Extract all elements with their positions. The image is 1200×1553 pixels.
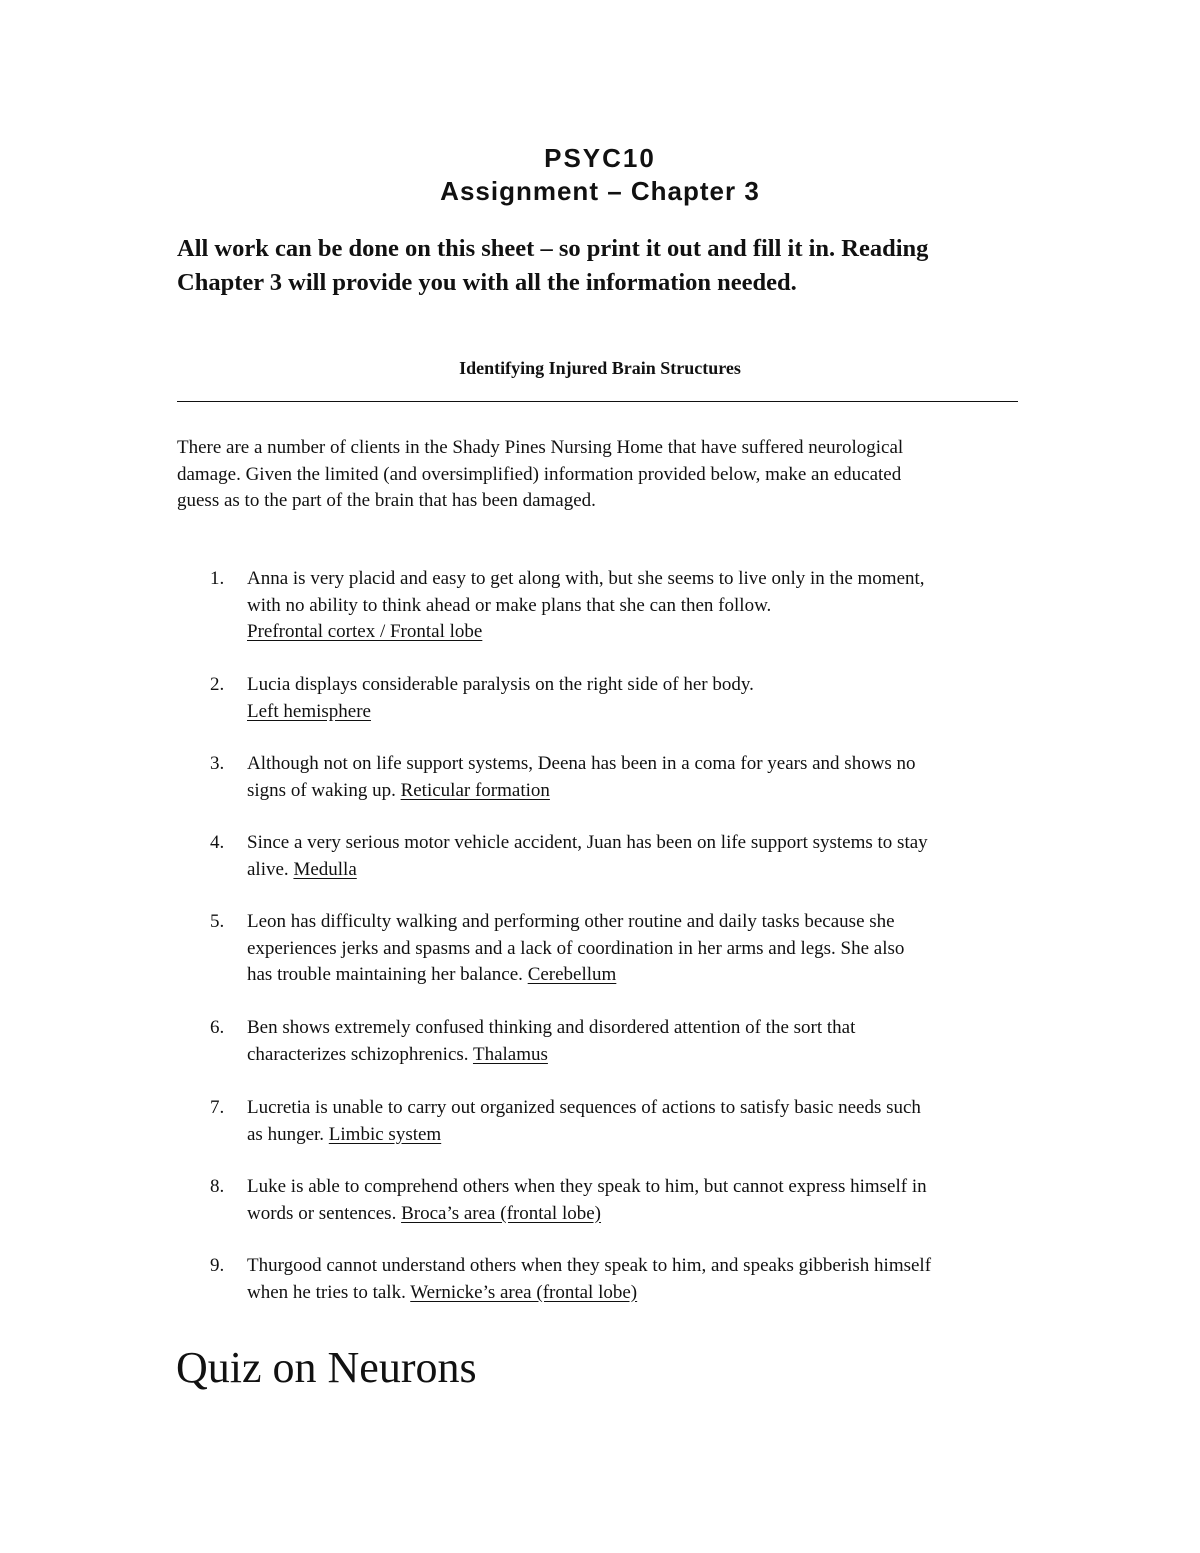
question-line: alive. <box>247 858 289 880</box>
question-number: 8. <box>210 1176 225 1197</box>
answer-text: Prefrontal cortex / Frontal lobe <box>247 621 483 642</box>
intro-line-1: All work can be done on this sheet – so print it out and fill it in. Reading <box>177 235 929 262</box>
question-text <box>247 1253 1037 1306</box>
question-line: signs of waking up. <box>247 779 396 801</box>
answer-text: Medulla <box>293 858 357 880</box>
question-line: Luke is able to comprehend others when they speak to him, but cannot express himself in <box>247 1176 927 1197</box>
question-line: Although not on life support systems, Deena has been in a coma for years and shows no <box>247 753 916 774</box>
question-text <box>247 1095 1037 1148</box>
question-line: Since a very serious motor vehicle accident, Juan has been on life support systems to stay <box>247 832 928 853</box>
section-divider <box>177 401 1018 402</box>
question-line: as hunger. <box>247 1123 325 1145</box>
question-text <box>247 1174 1037 1227</box>
description-line-1: There are a number of clients in the Shady Pines Nursing Home that have suffered neurological <box>177 437 904 458</box>
quiz-heading: Quiz on Neurons <box>176 1343 477 1392</box>
question-number: 4. <box>210 832 225 853</box>
question-text <box>247 751 1037 804</box>
answer-text: Left hemisphere <box>247 700 371 722</box>
section-description <box>177 435 1025 515</box>
question-number: 7. <box>210 1097 225 1118</box>
question-line: Ben shows extremely confused thinking and disordered attention of the sort that <box>247 1017 856 1038</box>
answer-text: Cerebellum <box>527 964 617 985</box>
question-text <box>247 830 1037 883</box>
description-line-2: damage. Given the limited (and oversimplified) information provided below, make an educated <box>177 463 902 485</box>
question-line: when he tries to talk. <box>247 1281 406 1303</box>
question-text <box>247 909 1037 989</box>
answer-text: Broca’s area (frontal lobe) <box>401 1202 602 1224</box>
question-line: Anna is very placid and easy to get along with, but she seems to live only in the moment, <box>247 568 925 589</box>
answer-text: Wernicke’s area (frontal lobe) <box>410 1281 638 1303</box>
course-code: PSYC10 <box>544 143 656 173</box>
assignment-title: Assignment – Chapter 3 <box>440 176 760 206</box>
question-line: Lucia displays considerable paralysis on the right side of her body. <box>247 674 754 695</box>
question-line: words or sentences. <box>247 1202 397 1224</box>
answer-text: Reticular formation <box>400 779 550 801</box>
question-number: 5. <box>210 911 225 932</box>
intro-instructions <box>177 232 1007 300</box>
question-line: Lucretia is unable to carry out organized sequences of actions to satisfy basic needs such <box>247 1097 921 1118</box>
question-text <box>247 1015 1037 1068</box>
question-text <box>247 672 1037 725</box>
question-number: 1. <box>210 568 225 589</box>
question-line: Leon has difficulty walking and performing other routine and daily tasks because she <box>247 911 895 932</box>
question-text <box>247 566 1037 646</box>
description-line-3: guess as to the part of the brain that has been damaged. <box>177 490 596 511</box>
question-line: has trouble maintaining her balance. <box>247 964 523 985</box>
question-number: 9. <box>210 1255 225 1276</box>
answer-text: Thalamus <box>472 1043 548 1065</box>
question-number: 6. <box>210 1017 225 1038</box>
question-number: 2. <box>210 674 225 695</box>
question-line: characterizes schizophrenics. <box>247 1043 469 1065</box>
intro-line-2: Chapter 3 will provide you with all the information needed. <box>177 269 797 296</box>
section-title: Identifying Injured Brain Structures <box>459 358 741 378</box>
question-line: experiences jerks and spasms and a lack of coordination in her arms and legs. She also <box>247 937 905 959</box>
question-line: Thurgood cannot understand others when they speak to him, and speaks gibberish himself <box>247 1255 932 1276</box>
answer-text: Limbic system <box>328 1123 442 1145</box>
question-line: with no ability to think ahead or make plans that she can then follow. <box>247 594 772 616</box>
question-number: 3. <box>210 753 225 774</box>
